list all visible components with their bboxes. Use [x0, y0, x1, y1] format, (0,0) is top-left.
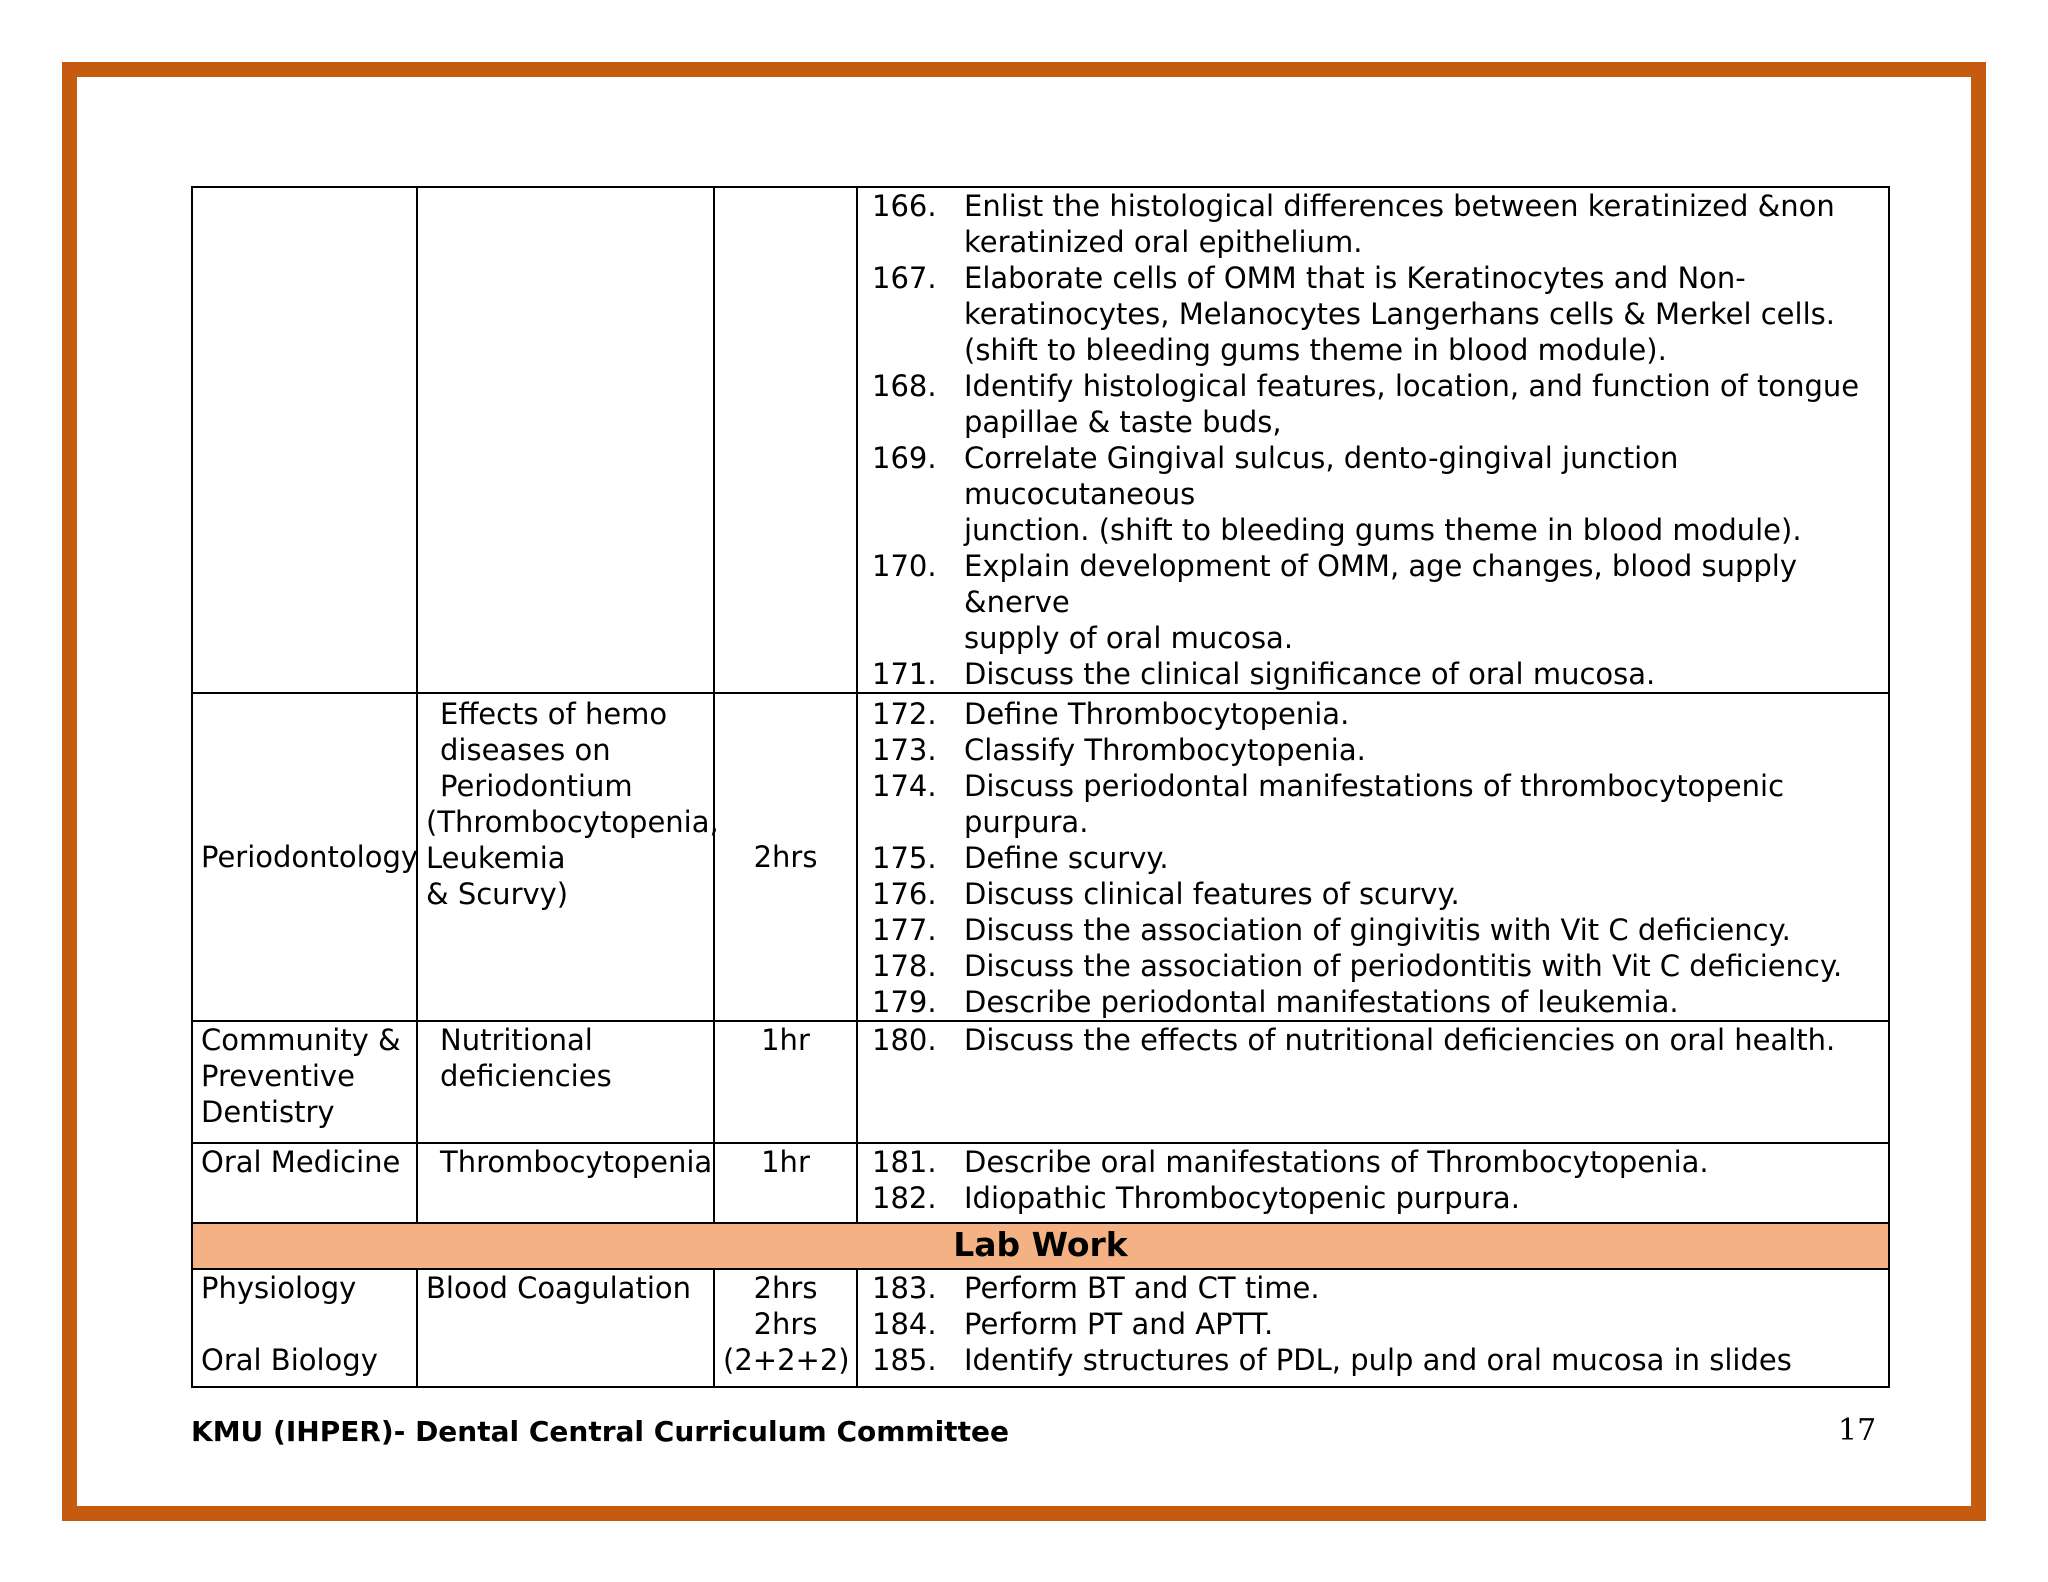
objective-number: 169.: [872, 441, 937, 475]
objective-number: 180.: [872, 1023, 937, 1057]
objective-number: 166.: [872, 189, 937, 223]
objective-item: [866, 1144, 1880, 1180]
objective-text: Describe oral manifestations of Thrombocytopenia.: [964, 1145, 1709, 1179]
table-row: [192, 187, 1889, 693]
objective-item: [866, 696, 1880, 732]
objectives-cell: [857, 1021, 1889, 1143]
table-row: [192, 693, 1889, 1021]
objective-item: [866, 440, 1880, 548]
objective-text: Idiopathic Thrombocytopenic purpura.: [964, 1181, 1520, 1215]
objective-number: 171.: [872, 657, 937, 691]
objective-item: [866, 368, 1880, 440]
objective-text: Discuss clinical features of scurvy.: [964, 877, 1460, 911]
objective-item: [866, 912, 1880, 948]
topic-cell: Thrombocytopenia: [417, 1143, 714, 1223]
objective-text: Discuss the clinical significance of oral mucosa.: [964, 657, 1656, 691]
hours-cell: [714, 187, 857, 693]
hours-cell: 2hrs: [714, 693, 857, 1021]
objective-text: Elaborate cells of OMM that is Keratinocytes and Non- keratinocytes, Melanocytes Langerhans cells & Merkel cells. (shift to bleeding gums theme in blood module).: [964, 261, 1835, 367]
objective-item: [866, 1022, 1880, 1058]
objective-item: [866, 1306, 1880, 1342]
objective-text: Define Thrombocytopenia.: [964, 697, 1350, 731]
objective-text: Perform PT and APTT.: [964, 1307, 1274, 1341]
objective-number: 185.: [872, 1343, 937, 1377]
objective-item: [866, 656, 1880, 692]
objective-item: [866, 1180, 1880, 1216]
subject-cell: Community & Preventive Dentistry: [192, 1021, 417, 1143]
table-row: [192, 1269, 1889, 1387]
objectives-cell: [857, 1269, 1889, 1387]
subject-cell: Periodontology: [192, 693, 417, 1021]
topic-cell: Effects of hemo diseases on Periodontium (Thrombocytopenia, Leukemia & Scurvy): [417, 693, 714, 1021]
objective-item: [866, 984, 1880, 1020]
objective-item: [866, 876, 1880, 912]
objective-text: Perform BT and CT time.: [964, 1271, 1320, 1305]
objective-number: 181.: [872, 1145, 937, 1179]
objective-item: [866, 840, 1880, 876]
objectives-cell: [857, 693, 1889, 1021]
objective-text: Identify structures of PDL, pulp and oral mucosa in slides: [964, 1343, 1792, 1377]
topic-cell: Blood Coagulation: [417, 1269, 714, 1387]
objective-text: Discuss periodontal manifestations of thrombocytopenic purpura.: [964, 769, 1785, 839]
objective-text: Identify histological features, location, and function of tongue papillae & taste buds,: [964, 369, 1860, 439]
subject-cell: [192, 187, 417, 693]
objective-number: 174.: [872, 769, 937, 803]
hours-cell: 1hr: [714, 1021, 857, 1143]
objective-number: 173.: [872, 733, 937, 767]
objective-item: [866, 1342, 1880, 1378]
hours-cell: 2hrs 2hrs (2+2+2): [714, 1269, 857, 1387]
objective-item: [866, 732, 1880, 768]
objective-number: 182.: [872, 1181, 937, 1215]
objective-item: [866, 768, 1880, 840]
objective-text: Discuss the association of periodontitis with Vit C deficiency.: [964, 949, 1843, 983]
topic-cell: Nutritional deficiencies: [417, 1021, 714, 1143]
objective-item: [866, 1270, 1880, 1306]
objective-number: 183.: [872, 1271, 937, 1305]
hours-cell: 1hr: [714, 1143, 857, 1223]
objective-number: 179.: [872, 985, 937, 1019]
objective-text: Discuss the effects of nutritional deficiencies on oral health.: [964, 1023, 1836, 1057]
objective-number: 167.: [872, 261, 937, 295]
objective-number: 170.: [872, 549, 937, 583]
objective-item: [866, 948, 1880, 984]
objective-text: Discuss the association of gingivitis with Vit C deficiency.: [964, 913, 1791, 947]
objectives-cell: [857, 187, 1889, 693]
objective-text: Describe periodontal manifestations of leukemia.: [964, 985, 1679, 1019]
objective-number: 175.: [872, 841, 937, 875]
objective-text: Explain development of OMM, age changes, blood supply &nerve supply of oral mucosa.: [964, 549, 1797, 655]
objective-item: [866, 548, 1880, 656]
objective-text: Classify Thrombocytopenia.: [964, 733, 1366, 767]
subject-cell: Oral Medicine: [192, 1143, 417, 1223]
objective-number: 184.: [872, 1307, 937, 1341]
objective-item: [866, 260, 1880, 368]
objective-number: 178.: [872, 949, 937, 983]
curriculum-table: [191, 186, 1890, 1388]
page-number: 17: [1838, 1413, 1877, 1448]
objective-text: Enlist the histological differences between keratinized &non keratinized oral epithelium.: [964, 189, 1835, 259]
objective-number: 176.: [872, 877, 937, 911]
topic-cell: [417, 187, 714, 693]
lab-work-band: [192, 1223, 1889, 1269]
subject-cell: Physiology Oral Biology: [192, 1269, 417, 1387]
objective-item: [866, 188, 1880, 260]
table-row: [192, 1143, 1889, 1223]
table-row: [192, 1021, 1889, 1143]
footer-text: KMU (IHPER)- Dental Central Curriculum Committee: [191, 1415, 1009, 1448]
objective-text: Correlate Gingival sulcus, dento-gingival junction mucocutaneous junction. (shift to bleeding gums theme in blood module).: [964, 441, 1802, 547]
objectives-cell: [857, 1143, 1889, 1223]
objective-number: 168.: [872, 369, 937, 403]
lab-work-heading: Lab Work: [192, 1223, 1889, 1269]
objective-number: 172.: [872, 697, 937, 731]
objective-text: Define scurvy.: [964, 841, 1169, 875]
objective-number: 177.: [872, 913, 937, 947]
